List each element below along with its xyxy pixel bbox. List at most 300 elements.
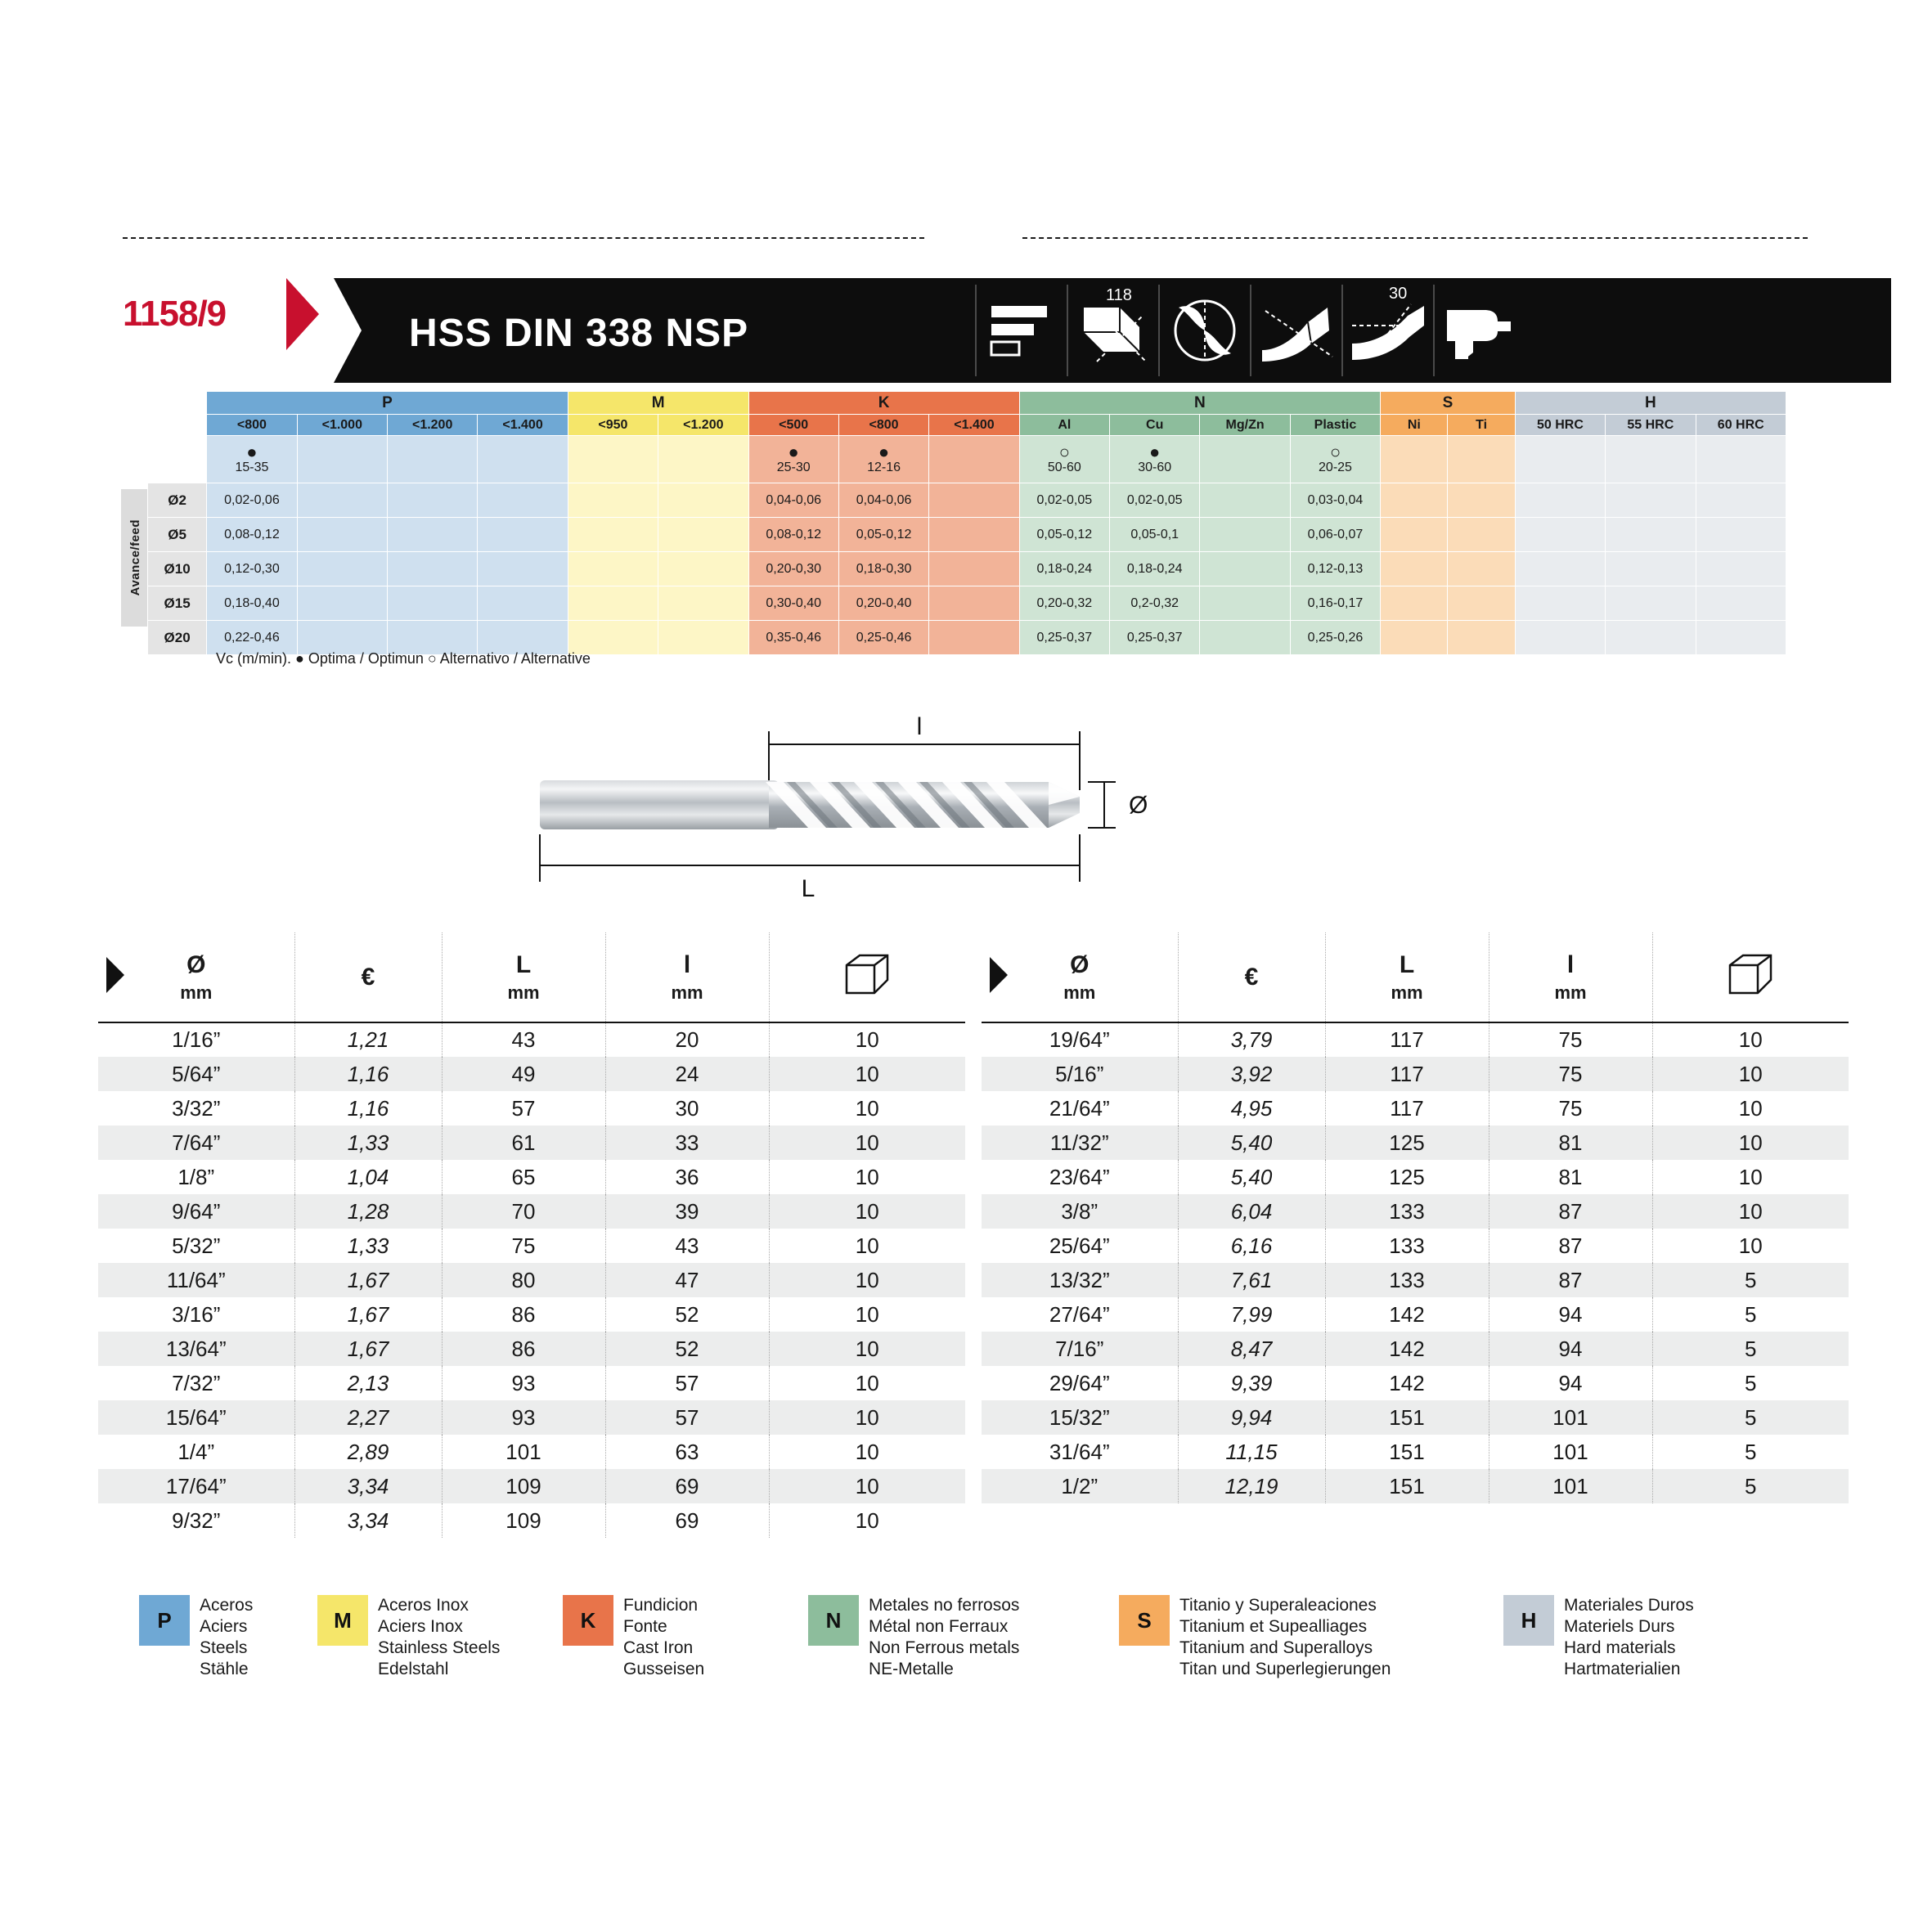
cell-L: 117 <box>1325 1091 1489 1126</box>
cell-pack: 10 <box>769 1194 965 1229</box>
feed-cell: 0,18-0,24 <box>1019 552 1109 586</box>
cell-price: 1,67 <box>294 1263 442 1297</box>
feed-cell <box>568 518 658 552</box>
feed-diameter: Ø10 <box>148 552 207 586</box>
feed-cell <box>1381 518 1448 552</box>
feed-cell: 0,08-0,12 <box>207 518 297 552</box>
table-row[interactable] <box>982 1263 1849 1297</box>
table-row[interactable] <box>982 1091 1849 1126</box>
feed-cell <box>1696 483 1786 518</box>
cell-price: 5,40 <box>1178 1160 1325 1194</box>
table-row[interactable] <box>98 1229 965 1263</box>
crop-mark-left <box>123 237 924 239</box>
feed-cell <box>1606 518 1696 552</box>
cell-diameter: 11/32” <box>982 1126 1178 1160</box>
cell-pack: 5 <box>1652 1332 1849 1366</box>
cell-l: 81 <box>1489 1160 1652 1194</box>
cell-L: 61 <box>442 1126 605 1160</box>
box-icon <box>843 977 891 1001</box>
table-row[interactable] <box>982 1332 1849 1366</box>
cell-price: 2,13 <box>294 1366 442 1400</box>
cell-price: 9,94 <box>1178 1400 1325 1435</box>
table-row[interactable] <box>98 1022 965 1057</box>
reference-code: 1158/9 <box>123 294 227 334</box>
cell-pack: 5 <box>1652 1435 1849 1469</box>
feed-cell <box>929 586 1019 621</box>
cell-pack: 10 <box>769 1263 965 1297</box>
table-row[interactable] <box>982 1229 1849 1263</box>
feed-cell <box>387 483 477 518</box>
cell-diameter: 19/64” <box>1049 1027 1110 1052</box>
product-table-header-row <box>98 932 965 1022</box>
drill-machine-icon <box>1433 285 1525 376</box>
cell-l: 87 <box>1489 1263 1652 1297</box>
cell-pack: 10 <box>1652 1229 1849 1263</box>
vc-mark-6: ● <box>788 441 799 462</box>
sub-P-2: <1.000 <box>297 415 387 436</box>
table-row[interactable] <box>98 1297 965 1332</box>
cell-price: 1,67 <box>294 1297 442 1332</box>
table-row[interactable] <box>98 1091 965 1126</box>
feed-cell <box>1606 621 1696 655</box>
feed-cell: 0,30-0,40 <box>748 586 838 621</box>
legend-text-N: Metales no ferrosos Métal non Ferraux Non Ferrous metals NE-Metalle <box>869 1596 1020 1678</box>
cell-L: 151 <box>1325 1400 1489 1435</box>
feed-cell <box>297 518 387 552</box>
cell-pack: 5 <box>1652 1469 1849 1503</box>
cell-price: 6,16 <box>1178 1229 1325 1263</box>
cell-diameter: 31/64” <box>1049 1439 1110 1464</box>
legend-item-S <box>1119 1595 1503 1680</box>
cell-L: 57 <box>442 1091 605 1126</box>
cell-price: 4,95 <box>1178 1091 1325 1126</box>
table-row[interactable] <box>98 1126 965 1160</box>
cell-L: 65 <box>442 1160 605 1194</box>
feed-cell <box>1381 586 1448 621</box>
feed-cell <box>1606 483 1696 518</box>
header-price: € <box>1178 932 1325 1022</box>
table-row[interactable] <box>982 1435 1849 1469</box>
feed-cell <box>297 483 387 518</box>
header-total-length: L mm <box>1325 932 1489 1022</box>
legend-item-H <box>1503 1595 1749 1680</box>
feed-cell <box>1515 518 1605 552</box>
vc-speed-row <box>148 436 1786 483</box>
feed-cell: 0,16-0,17 <box>1290 586 1380 621</box>
cell-L: 133 <box>1325 1263 1489 1297</box>
flute-cross-section-icon <box>1158 285 1250 376</box>
feed-cell <box>658 552 748 586</box>
group-S: S <box>1381 392 1516 415</box>
helix-angle-value: 30 <box>1389 285 1408 303</box>
cell-price: 1,33 <box>294 1229 442 1263</box>
table-row[interactable] <box>98 1057 965 1091</box>
sub-K-1: <500 <box>748 415 838 436</box>
feed-cell <box>1606 552 1696 586</box>
feed-cell <box>929 621 1019 655</box>
cell-price: 3,34 <box>294 1469 442 1503</box>
cell-price: 7,61 <box>1178 1263 1325 1297</box>
cell-pack: 10 <box>769 1469 965 1503</box>
cell-L: 43 <box>442 1022 605 1057</box>
sub-S-1: Ni <box>1381 415 1448 436</box>
vc-mark-10: ● <box>1149 441 1161 462</box>
group-P: P <box>207 392 568 415</box>
feed-cell <box>658 586 748 621</box>
cell-price: 3,34 <box>294 1503 442 1538</box>
cell-l: 57 <box>605 1400 769 1435</box>
table-row[interactable] <box>982 1194 1849 1229</box>
feed-cell: 0,12-0,30 <box>207 552 297 586</box>
header-total-length: L mm <box>442 932 605 1022</box>
feed-cell: 0,25-0,37 <box>1110 621 1200 655</box>
legend-item-P <box>139 1595 317 1680</box>
feed-cell <box>658 621 748 655</box>
cell-diameter: 13/32” <box>982 1263 1178 1297</box>
cell-l: 47 <box>605 1263 769 1297</box>
product-table-header-row <box>982 932 1849 1022</box>
feed-cell <box>1448 552 1515 586</box>
cell-diameter: 17/64” <box>98 1469 294 1503</box>
helix-angle-icon <box>1341 285 1433 376</box>
cell-l: 87 <box>1489 1194 1652 1229</box>
feed-cell: 0,02-0,05 <box>1019 483 1109 518</box>
vc-range-10: 30-60 <box>1138 460 1172 474</box>
material-legend <box>139 1595 1791 1680</box>
cell-price: 12,19 <box>1178 1469 1325 1503</box>
cell-pack: 10 <box>1652 1126 1849 1160</box>
feed-cell: 0,25-0,46 <box>838 621 928 655</box>
cell-price: 3,92 <box>1178 1057 1325 1091</box>
feed-cell: 0,18-0,30 <box>838 552 928 586</box>
feed-cell <box>1448 518 1515 552</box>
product-table-left <box>98 932 965 1538</box>
table-row[interactable] <box>98 1435 965 1469</box>
feed-cell: 0,20-0,30 <box>748 552 838 586</box>
cell-L: 93 <box>442 1366 605 1400</box>
feed-cell: 0,06-0,07 <box>1290 518 1380 552</box>
feed-cell: 0,02-0,06 <box>207 483 297 518</box>
svg-text:l: l <box>916 713 923 740</box>
product-table-right <box>982 932 1849 1503</box>
cell-l: 20 <box>605 1022 769 1057</box>
cell-l: 101 <box>1489 1469 1652 1503</box>
cell-L: 117 <box>1325 1022 1489 1057</box>
cell-L: 151 <box>1325 1469 1489 1503</box>
cell-l: 81 <box>1489 1126 1652 1160</box>
sub-P-1: <800 <box>207 415 297 436</box>
cell-diameter: 1/8” <box>177 1164 215 1189</box>
sub-N-4: Plastic <box>1290 415 1380 436</box>
cell-l: 94 <box>1489 1366 1652 1400</box>
feed-cell: 0,12-0,13 <box>1290 552 1380 586</box>
svg-text:Ø: Ø <box>1129 792 1148 819</box>
cell-L: 80 <box>442 1263 605 1297</box>
feed-cell: 0,22-0,46 <box>207 621 297 655</box>
table-row[interactable] <box>982 1022 1849 1057</box>
feed-cell <box>1200 518 1290 552</box>
table-row[interactable] <box>982 1126 1849 1160</box>
feed-cell: 0,03-0,04 <box>1290 483 1380 518</box>
cell-price: 2,27 <box>294 1400 442 1435</box>
group-K: K <box>748 392 1019 415</box>
cell-diameter: 23/64” <box>1049 1164 1110 1189</box>
cell-pack: 10 <box>769 1366 965 1400</box>
cell-L: 70 <box>442 1194 605 1229</box>
feed-cell <box>1448 586 1515 621</box>
cell-l: 69 <box>605 1469 769 1503</box>
legend-key-H: H <box>1503 1595 1554 1646</box>
cell-L: 117 <box>1325 1057 1489 1091</box>
sub-M-2: <1.200 <box>658 415 748 436</box>
cell-diameter: 29/64” <box>1049 1370 1110 1395</box>
table-row[interactable] <box>982 1057 1849 1091</box>
table-row[interactable] <box>982 1297 1849 1332</box>
feed-cell <box>1515 483 1605 518</box>
group-M: M <box>568 392 748 415</box>
feed-cell: 0,20-0,40 <box>838 586 928 621</box>
cell-L: 142 <box>1325 1297 1489 1332</box>
cell-L: 151 <box>1325 1435 1489 1469</box>
cell-diameter: 5/32” <box>172 1233 221 1258</box>
feed-cell: 0,04-0,06 <box>838 483 928 518</box>
feed-cell: 0,05-0,12 <box>1019 518 1109 552</box>
cell-L: 133 <box>1325 1194 1489 1229</box>
cell-price: 1,21 <box>294 1022 442 1057</box>
cell-l: 63 <box>605 1435 769 1469</box>
table-row[interactable] <box>98 1194 965 1229</box>
feed-diameter: Ø20 <box>148 621 207 655</box>
sub-N-3: Mg/Zn <box>1200 415 1290 436</box>
sub-H-1: 50 HRC <box>1515 415 1605 436</box>
cell-diameter: 1/16” <box>172 1027 221 1052</box>
feed-cell <box>387 586 477 621</box>
feed-cell: 0,08-0,12 <box>748 518 838 552</box>
cell-price: 1,04 <box>294 1160 442 1194</box>
legend-key-M: M <box>317 1595 368 1646</box>
feed-row <box>148 518 1786 552</box>
cell-diameter: 9/64” <box>98 1194 294 1229</box>
cell-l: 94 <box>1489 1332 1652 1366</box>
feed-cell <box>1381 621 1448 655</box>
cell-pack: 10 <box>769 1057 965 1091</box>
crop-mark-right <box>1022 237 1808 239</box>
feed-cell <box>1448 483 1515 518</box>
cell-diameter: 1/4” <box>177 1439 215 1464</box>
product-rows-left <box>98 1022 965 1538</box>
cell-diameter: 9/32” <box>172 1507 221 1533</box>
sub-N-1: Al <box>1019 415 1109 436</box>
vc-range-6: 25-30 <box>776 460 811 474</box>
cell-l: 69 <box>605 1503 769 1538</box>
feed-cell <box>1696 518 1786 552</box>
cell-l: 75 <box>1489 1022 1652 1057</box>
table-row[interactable] <box>98 1160 965 1194</box>
cell-pack: 5 <box>1652 1297 1849 1332</box>
feed-cell <box>297 552 387 586</box>
cell-price: 3,79 <box>1178 1022 1325 1057</box>
feed-cell <box>387 552 477 586</box>
cell-l: 52 <box>605 1332 769 1366</box>
cell-pack: 5 <box>1652 1366 1849 1400</box>
feed-row <box>148 586 1786 621</box>
vc-mark-7: ● <box>878 441 890 462</box>
svg-text:L: L <box>801 875 815 902</box>
cell-L: 142 <box>1325 1366 1489 1400</box>
cell-pack: 10 <box>1652 1057 1849 1091</box>
feed-cell: 0,18-0,24 <box>1110 552 1200 586</box>
cell-l: 101 <box>1489 1435 1652 1469</box>
cell-price: 8,47 <box>1178 1332 1325 1366</box>
cell-pack: 10 <box>769 1297 965 1332</box>
cell-price: 2,89 <box>294 1435 442 1469</box>
group-H: H <box>1515 392 1786 415</box>
cell-price: 1,16 <box>294 1057 442 1091</box>
feed-cell <box>658 483 748 518</box>
cell-L: 75 <box>442 1229 605 1263</box>
feed-cell <box>1515 621 1605 655</box>
cell-diameter: 3/16” <box>172 1301 221 1327</box>
feed-cell <box>1515 552 1605 586</box>
cell-l: 75 <box>1489 1057 1652 1091</box>
feed-cell <box>1200 552 1290 586</box>
cell-L: 125 <box>1325 1160 1489 1194</box>
vc-range-12: 20-25 <box>1319 460 1352 474</box>
sub-M-1: <950 <box>568 415 658 436</box>
cell-L: 86 <box>442 1297 605 1332</box>
cell-l: 101 <box>1489 1400 1652 1435</box>
cell-pack: 10 <box>769 1091 965 1126</box>
feed-row-label: Avance/feed <box>121 489 149 627</box>
table-row[interactable] <box>982 1469 1849 1503</box>
cell-price: 5,40 <box>1178 1126 1325 1160</box>
feed-cell <box>568 586 658 621</box>
table-row[interactable] <box>982 1160 1849 1194</box>
cell-diameter: 3/8” <box>982 1194 1178 1229</box>
table-row[interactable] <box>98 1332 965 1366</box>
header-pack-quantity <box>769 932 965 1022</box>
cell-l: 39 <box>605 1194 769 1229</box>
cell-diameter: 27/64” <box>1049 1301 1110 1327</box>
cell-diameter: 13/64” <box>98 1332 294 1366</box>
cell-pack: 10 <box>1652 1022 1849 1057</box>
table-row[interactable] <box>98 1469 965 1503</box>
cell-l: 94 <box>1489 1297 1652 1332</box>
header-diameter: Ø mm <box>982 932 1178 1022</box>
row-arrow-icon <box>106 957 124 993</box>
sub-H-2: 55 HRC <box>1606 415 1696 436</box>
cell-diameter: 7/32” <box>172 1370 221 1395</box>
cell-L: 93 <box>442 1400 605 1435</box>
cell-diameter: 15/64” <box>98 1400 294 1435</box>
feed-cell <box>1696 552 1786 586</box>
legend-text-S: Titanio y Superaleaciones Titanium et Supealliages Titanium and Superalloys Titan und Superlegierungen <box>1179 1596 1391 1678</box>
cell-l: 75 <box>1489 1091 1652 1126</box>
point-angle-value: 118 <box>1106 286 1132 304</box>
step-shank-icon <box>975 285 1067 376</box>
cell-L: 49 <box>442 1057 605 1091</box>
cell-pack: 10 <box>769 1022 965 1057</box>
table-row[interactable] <box>98 1503 965 1538</box>
feed-cell <box>929 518 1019 552</box>
feed-cell: 0,2-0,32 <box>1110 586 1200 621</box>
header-price: € <box>294 932 442 1022</box>
feed-cell <box>568 483 658 518</box>
point-angle-icon <box>1067 285 1158 376</box>
vc-mark-0: ● <box>246 441 258 462</box>
cell-pack: 10 <box>769 1126 965 1160</box>
cell-diameter: 25/64” <box>1049 1233 1110 1258</box>
product-header <box>123 262 1809 366</box>
table-row[interactable] <box>98 1400 965 1435</box>
code-arrow-icon <box>286 278 319 350</box>
legend-key-P: P <box>139 1595 190 1646</box>
feed-cell <box>297 586 387 621</box>
box-icon <box>1727 977 1774 1001</box>
feed-cell: 0,25-0,26 <box>1290 621 1380 655</box>
table-row[interactable] <box>98 1366 965 1400</box>
cell-diameter: 5/16” <box>982 1057 1178 1091</box>
feed-cell: 0,35-0,46 <box>748 621 838 655</box>
cell-l: 57 <box>605 1366 769 1400</box>
cell-pack: 5 <box>1652 1263 1849 1297</box>
cell-pack: 10 <box>769 1503 965 1538</box>
cell-pack: 5 <box>1652 1400 1849 1435</box>
feed-diameter: Ø15 <box>148 586 207 621</box>
cell-diameter: 5/64” <box>98 1057 294 1091</box>
legend-item-M <box>317 1595 563 1680</box>
cell-pack: 10 <box>1652 1194 1849 1229</box>
feed-cell: 0,02-0,05 <box>1110 483 1200 518</box>
cell-L: 86 <box>442 1332 605 1366</box>
cell-diameter: 7/16” <box>982 1332 1178 1366</box>
table-row[interactable] <box>982 1366 1849 1400</box>
feed-cell <box>1515 586 1605 621</box>
header-diameter: Ø mm <box>98 932 294 1022</box>
sub-N-2: Cu <box>1110 415 1200 436</box>
legend-item-N <box>808 1595 1119 1680</box>
feed-cell <box>568 552 658 586</box>
feed-row <box>148 483 1786 518</box>
vc-mark-9: ○ <box>1058 441 1070 462</box>
page-title: HSS DIN 338 NSP <box>409 312 749 355</box>
cell-l: 52 <box>605 1297 769 1332</box>
feed-diameter: Ø5 <box>148 518 207 552</box>
group-N: N <box>1019 392 1381 415</box>
cell-price: 9,39 <box>1178 1366 1325 1400</box>
cell-diameter: 7/64” <box>98 1126 294 1160</box>
sub-P-4: <1.400 <box>478 415 568 436</box>
feed-cell: 0,04-0,06 <box>748 483 838 518</box>
cell-l: 87 <box>1489 1229 1652 1263</box>
cell-pack: 10 <box>769 1229 965 1263</box>
header-flute-length: l mm <box>1489 932 1652 1022</box>
feed-cell <box>1381 552 1448 586</box>
feed-cell <box>1200 586 1290 621</box>
cell-L: 125 <box>1325 1126 1489 1160</box>
vc-mark-12: ○ <box>1329 441 1341 462</box>
table-row[interactable] <box>982 1400 1849 1435</box>
cell-diameter: 3/32” <box>172 1095 221 1121</box>
cell-l: 33 <box>605 1126 769 1160</box>
legend-text-M: Aceros Inox Aciers Inox Stainless Steels Edelstahl <box>378 1596 501 1678</box>
header-flute-length: l mm <box>605 932 769 1022</box>
table-row[interactable] <box>98 1263 965 1297</box>
cutting-data-table <box>147 391 1786 655</box>
legend-text-H: Materiales Duros Materiels Durs Hard materials Hartmaterialien <box>1564 1596 1694 1678</box>
cell-diameter: 21/64” <box>1049 1095 1110 1121</box>
cell-price: 1,16 <box>294 1091 442 1126</box>
